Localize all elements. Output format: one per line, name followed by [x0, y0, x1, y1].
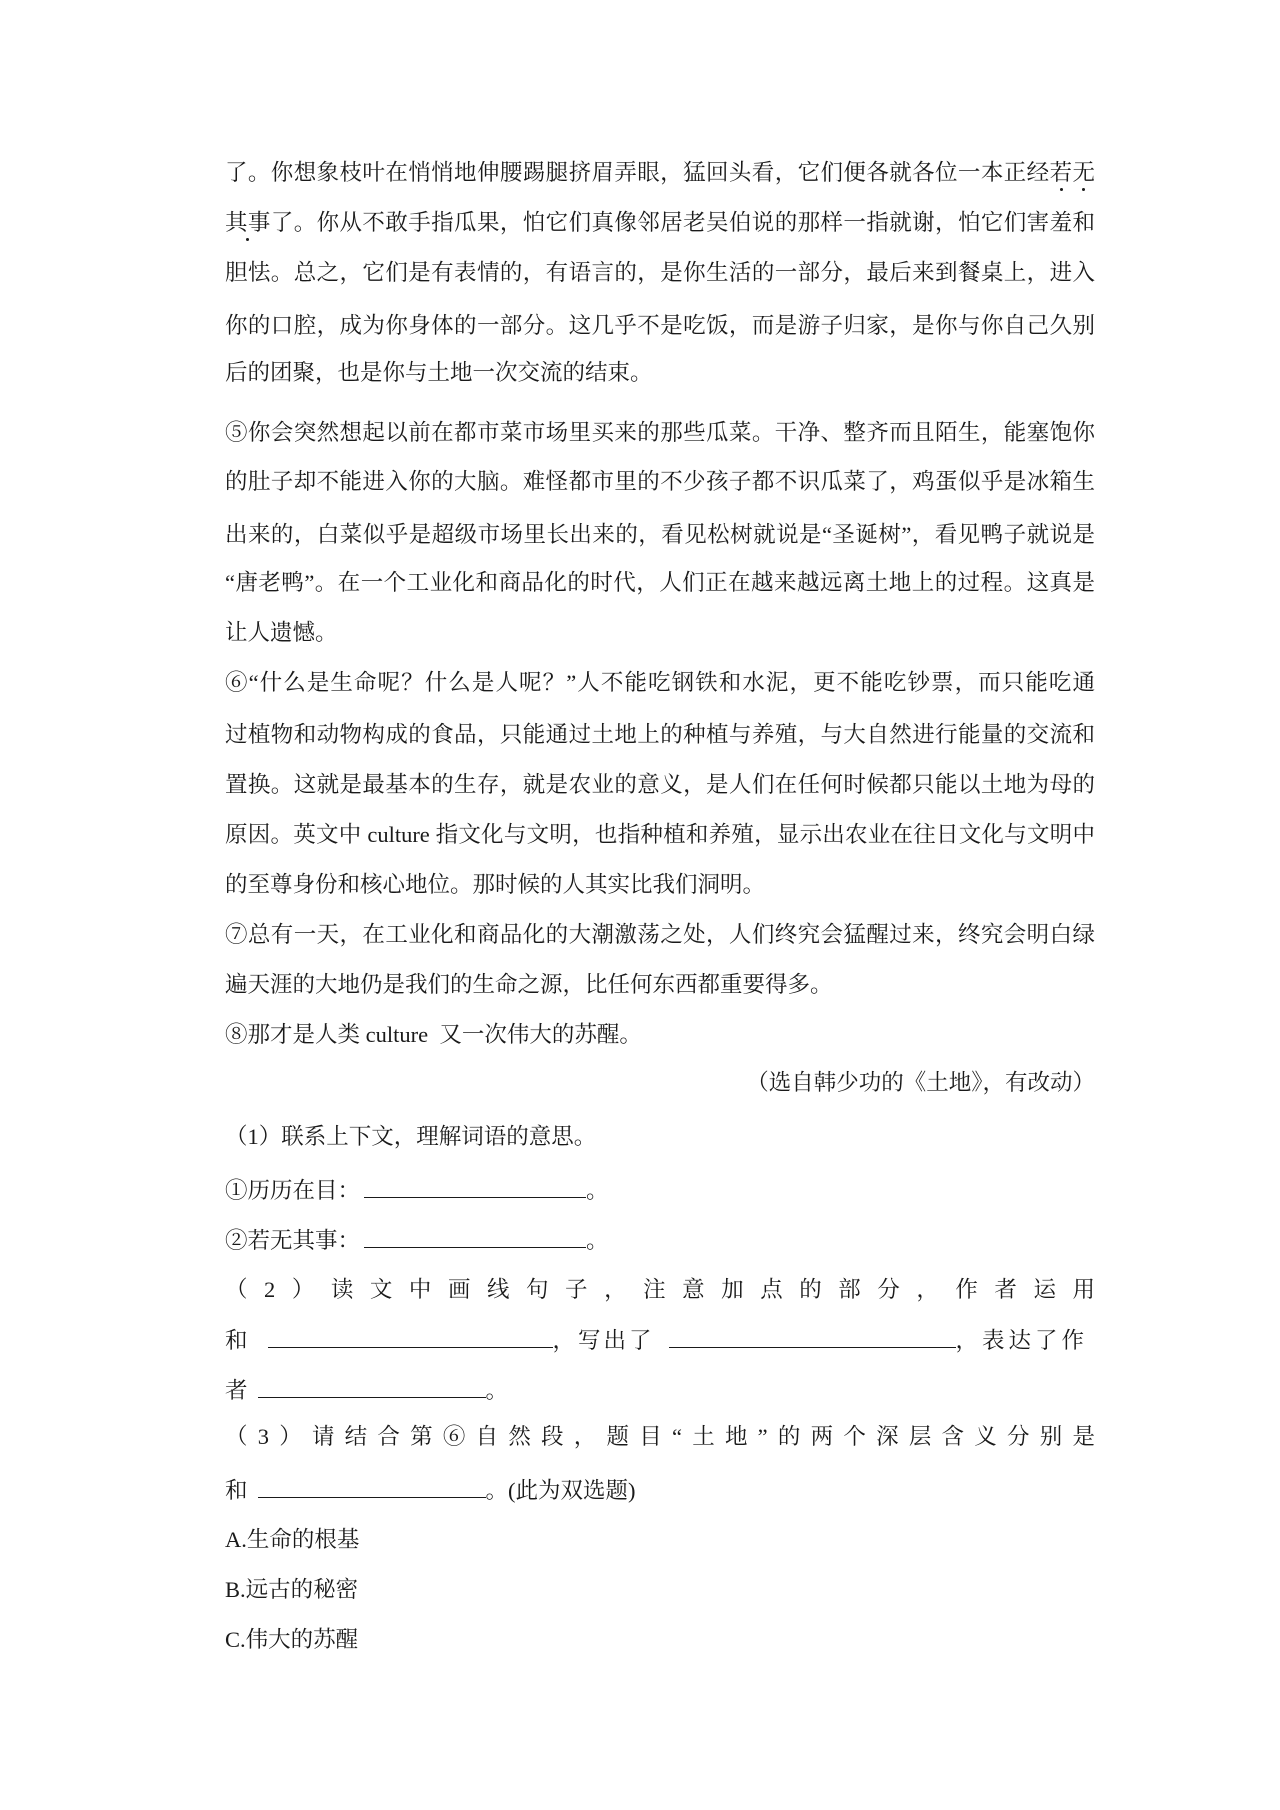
passage-line: 出来的，白菜似乎是超级市场里长出来的，看见松树就说是“圣诞树”，看见鸭子就说是: [225, 522, 1095, 547]
emphasis-char: 若: [1049, 160, 1073, 185]
question-2-blanks: [225, 1325, 1095, 1355]
passage-line: ⑧那才是人类 culture 又一次伟大的苏醒。: [225, 1022, 642, 1047]
label: ，写出了: [552, 1328, 655, 1353]
text: 了。你想象枝叶在悄悄地伸腰踢腿挤眉弄眼，猛回头看，它们便各就各位一本正经: [225, 160, 1050, 185]
question-1b: [225, 1225, 1095, 1255]
passage-line: ⑤你会突然想起以前在都市菜市场里买来的那些瓜菜。干净、整齐而且陌生，能塞饱你: [225, 420, 1095, 445]
passage-line: [225, 208, 1095, 238]
label: ①历历在目：: [225, 1178, 361, 1203]
label: 和: [225, 1478, 248, 1503]
period: 。: [586, 1228, 609, 1253]
passage-line: 后的团聚，也是你与土地一次交流的结束。: [225, 360, 653, 385]
question-1a: [225, 1175, 1095, 1205]
passage-line: [225, 158, 1095, 188]
label: ，表达了作: [955, 1328, 1089, 1353]
question-1-title: （1）联系上下文，理解词语的意思。: [225, 1124, 597, 1149]
passage-line: ⑦总有一天，在工业化和商品化的大潮激荡之处，人们终究会猛醒过来，终究会明白绿: [225, 922, 1095, 947]
option-a[interactable]: A.生命的根基: [225, 1527, 360, 1552]
emphasis-text: 其事: [225, 210, 271, 235]
option-b[interactable]: B.远古的秘密: [225, 1577, 359, 1602]
passage-line: 让人遗憾。: [225, 620, 338, 645]
passage-line: 的肚子却不能进入你的大脑。难怪都市里的不少孩子都不识瓜菜了，鸡蛋似乎是冰箱生: [225, 469, 1095, 494]
passage-line: 过植物和动物构成的食品，只能通过土地上的种植与养殖，与大自然进行能量的交流和: [225, 722, 1095, 747]
passage-line: 置换。这就是最基本的生存，就是农业的意义，是人们在任何时候都只能以土地为母的: [225, 772, 1095, 797]
passage-line: 胆怯。总之，它们是有表情的，有语言的，是你生活的一部分，最后来到餐桌上，进入: [225, 260, 1095, 285]
answer-blank[interactable]: [258, 1475, 486, 1498]
question-2-line: （2）读文中画线句子，注意加点的部分，作者运用: [225, 1277, 1095, 1302]
answer-blank[interactable]: [669, 1325, 956, 1348]
answer-blank[interactable]: [268, 1325, 553, 1348]
passage-line: 的至尊身份和核心地位。那时候的人其实比我们洞明。: [225, 872, 766, 897]
answer-blank[interactable]: [258, 1375, 486, 1398]
text: 了。你从不敢手指瓜果，怕它们真像邻居老吴伯说的那样一指就谢，怕它们害羞和: [270, 210, 1095, 235]
option-c[interactable]: C.伟大的苏醒: [225, 1627, 359, 1652]
passage-line: 你的口腔，成为你身体的一部分。这几乎不是吃饭，而是游子归家，是你与你自己久别: [225, 313, 1095, 338]
passage-line: ⑥“什么是生命呢？什么是人呢？”人不能吃钢铁和水泥，更不能吃钞票，而只能吃通: [225, 670, 1095, 695]
passage-line: “唐老鸭”。在一个工业化和商品化的时代，人们正在越来越远离土地上的过程。这真是: [225, 570, 1095, 595]
answer-blank[interactable]: [364, 1175, 586, 1198]
passage-line: 原因。英文中 culture 指文化与文明，也指种植和养殖，显示出农业在往日文化与文明中: [225, 822, 1095, 847]
period: 。: [586, 1178, 609, 1203]
note: 。(此为双选题): [485, 1478, 636, 1503]
answer-blank[interactable]: [364, 1225, 586, 1248]
emphasis-char: 无: [1072, 160, 1095, 185]
period: 。: [485, 1378, 509, 1403]
passage-line: 遍天涯的大地仍是我们的生命之源，比任何东西都重要得多。: [225, 972, 833, 997]
label: ②若无其事：: [225, 1228, 361, 1253]
question-3-line: （3）请结合第⑥自然段，题目“土地”的两个深层含义分别是: [225, 1424, 1095, 1449]
label: 和: [225, 1328, 248, 1353]
question-2-end: [225, 1375, 1095, 1405]
question-3-blank: [225, 1475, 1095, 1505]
source-citation: （选自韩少功的《土地》，有改动）: [746, 1070, 1095, 1095]
label: 者: [225, 1378, 248, 1403]
